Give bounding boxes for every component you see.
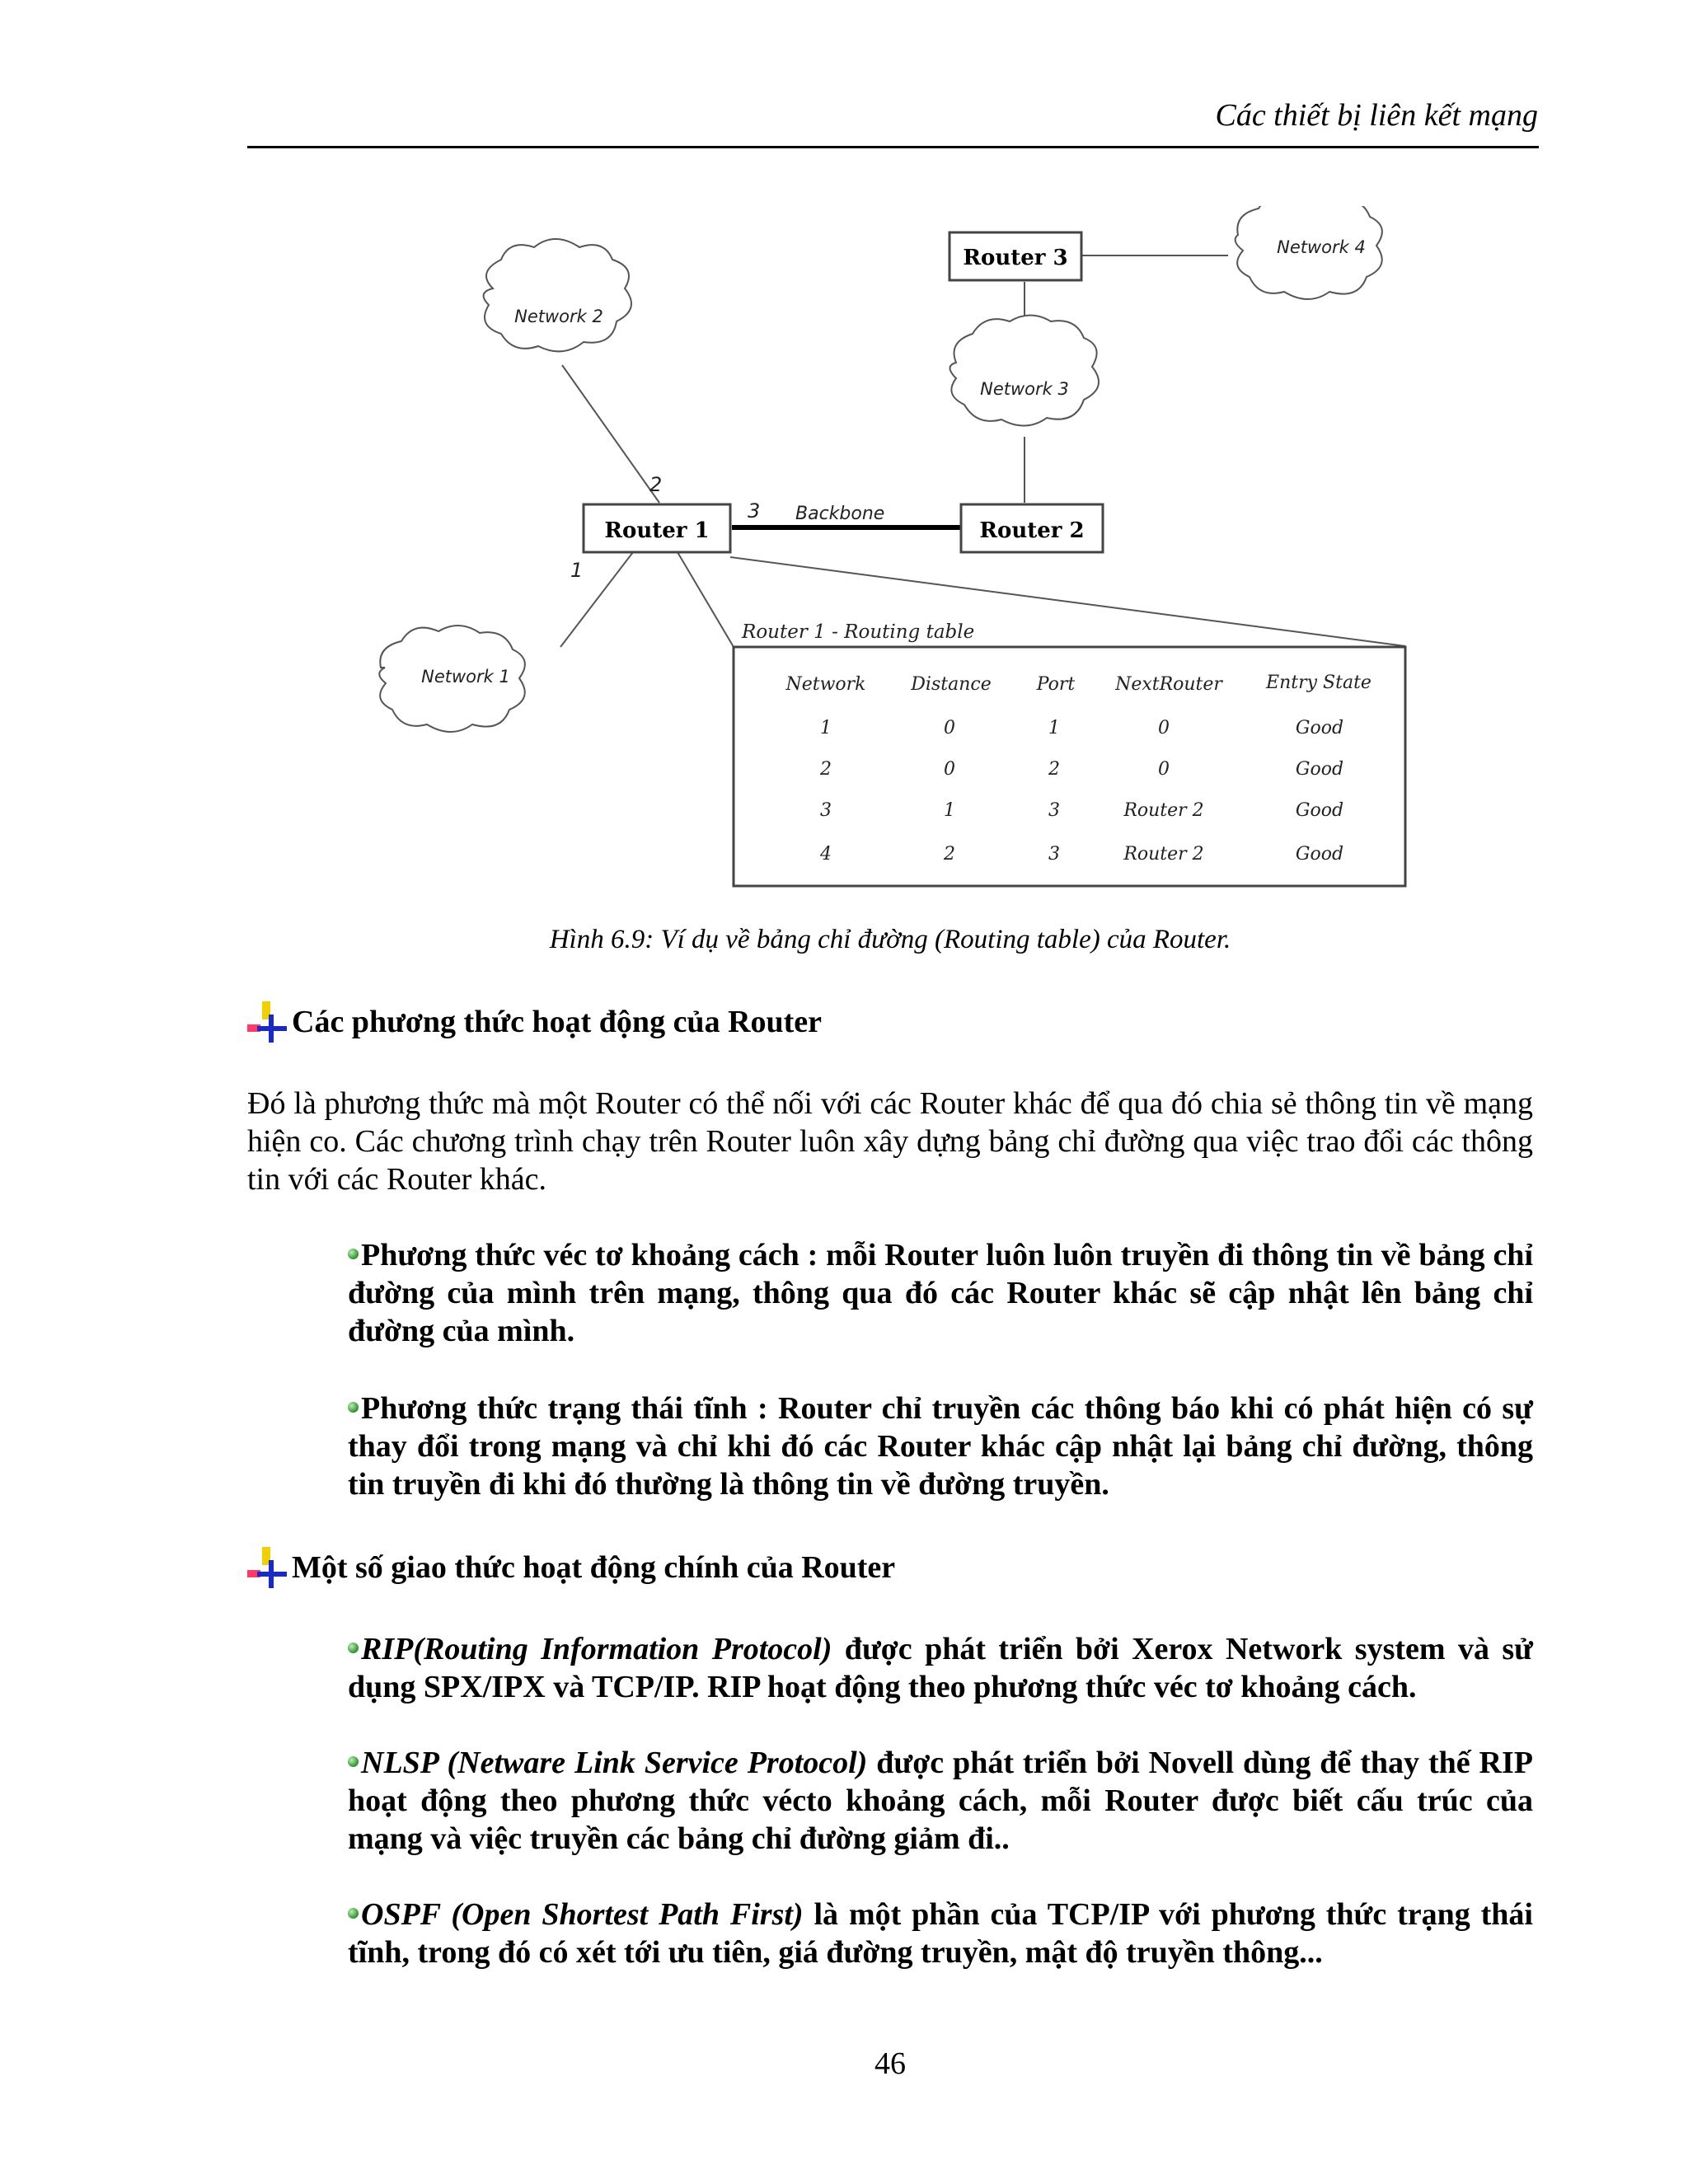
section-marker-icon xyxy=(247,1001,290,1043)
routing-diagram xyxy=(354,206,1418,898)
table-cell: 1 xyxy=(944,800,955,821)
section1-heading xyxy=(247,1001,822,1043)
table-cell: 0 xyxy=(944,718,955,738)
table-cell: 4 xyxy=(820,844,832,865)
table-cell: Good xyxy=(1295,718,1344,738)
green-bullet-icon xyxy=(348,1643,359,1653)
green-bullet-icon xyxy=(348,1908,359,1919)
header-rule xyxy=(247,146,1539,148)
table-cell: 0 xyxy=(944,759,955,780)
page-number: 46 xyxy=(874,2046,906,2081)
table-cell: Router 2 xyxy=(1123,844,1204,865)
bullet-item xyxy=(348,1236,1533,1350)
cloud-network2 xyxy=(484,239,631,351)
router2-label: Router 2 xyxy=(979,518,1085,543)
green-bullet-icon xyxy=(348,1756,359,1767)
running-header: Các thiết bị liên kết mạng xyxy=(1215,98,1538,133)
table-cell: 1 xyxy=(1048,718,1060,738)
network1-label: Network 1 xyxy=(421,667,510,687)
section2-heading-text: Một số giao thức hoạt động chính của Router xyxy=(292,1550,896,1585)
table-cell: Good xyxy=(1295,759,1344,780)
network2-label: Network 2 xyxy=(514,307,603,326)
table-header-distance: Distance xyxy=(911,674,992,695)
router1-label: Router 1 xyxy=(604,518,710,543)
section-marker-icon xyxy=(247,1547,290,1588)
protocol-name: RIP(Routing Information Protocol) xyxy=(361,1632,832,1666)
bullet-item xyxy=(348,1744,1533,1858)
table-cell: 2 xyxy=(944,844,955,865)
table-cell: 0 xyxy=(1158,759,1170,780)
bullet-text: là một phần của TCP/IP với phương thức trạng thái tĩnh, trong đó có xét tới ưu tiên, giá đường truyền, mật độ truyền thông... xyxy=(348,1897,1533,1970)
table-cell: Good xyxy=(1295,800,1344,821)
router3-label: Router 3 xyxy=(963,246,1068,270)
protocol-name: NLSP (Netware Link Service Protocol) xyxy=(361,1746,868,1780)
bullet-text: được phát triển bởi Xerox Network system và sử dụng SPX/IPX và TCP/IP. RIP hoạt động theo phương thức véc tơ khoảng cách. xyxy=(348,1632,1533,1704)
bullet-text: được phát triển bởi Novell dùng để thay thế RIP hoạt động theo phương thức vécto khoảng cách, mỗi Router được biết cấu trúc của mạng và việc truyền các bảng chỉ đường giảm đi.. xyxy=(348,1746,1533,1856)
port-label-3: 3 xyxy=(748,499,761,523)
bullet-text: Phương thức trạng thái tĩnh : Router chỉ truyền các thông báo khi có phát hiện có sự thay đổi trong mạng và chỉ khi đó các Router khác cập nhật lại bảng chỉ đường, thông tin truyền đi khi đó thường là thông tin về đường truyền. xyxy=(348,1391,1533,1502)
bullet-item xyxy=(348,1390,1533,1503)
table-header-nextrouter: NextRouter xyxy=(1115,674,1222,695)
section1-paragraph: Đó là phương thức mà một Router có thể nối với các Router khác để qua đó chia sẻ thông tin về mạng hiện co. Các chương trình chạy trên Router luôn xây dựng bảng chỉ đường qua việc trao đổi các thông tin với các Router khác. xyxy=(247,1086,1533,1197)
table-cell: 0 xyxy=(1158,718,1170,738)
port-label-1: 1 xyxy=(570,559,584,582)
bullet-item xyxy=(348,1896,1533,1971)
link-router1-table xyxy=(678,552,734,647)
table-cell: 1 xyxy=(820,718,832,738)
section2-heading xyxy=(247,1547,895,1588)
table-cell: Good xyxy=(1295,844,1344,865)
table-cell: 3 xyxy=(820,800,832,821)
green-bullet-icon xyxy=(348,1249,359,1259)
port-label-2: 2 xyxy=(649,473,663,496)
network4-label: Network 4 xyxy=(1277,237,1366,257)
table-cell: Router 2 xyxy=(1123,800,1204,821)
table-header-entry-state: Entry State xyxy=(1266,673,1372,693)
table-cell: 3 xyxy=(1048,800,1060,821)
routing-table-title: Router 1 - Routing table xyxy=(742,621,975,643)
network3-label: Network 3 xyxy=(980,379,1069,399)
bullet-item xyxy=(348,1630,1533,1706)
backbone-label: Backbone xyxy=(795,504,885,524)
table-header-network: Network xyxy=(785,674,866,695)
table-cell: 2 xyxy=(820,759,832,780)
section1-heading-text: Các phương thức hoạt động của Router xyxy=(292,1005,823,1039)
protocol-name: OSPF (Open Shortest Path First) xyxy=(361,1897,804,1932)
table-cell: 3 xyxy=(1048,844,1060,865)
table-header-port: Port xyxy=(1036,674,1076,695)
cloud-network3 xyxy=(950,316,1100,426)
link-network2-router1 xyxy=(562,365,659,503)
bullet-text: Phương thức véc tơ khoảng cách : mỗi Router luôn luôn truyền đi thông tin về bảng chỉ đường của mình trên mạng, thông qua đó các Router khác sẽ cập nhật lên bảng chỉ đường của mình. xyxy=(348,1238,1533,1348)
figure-caption: Hình 6.9: Ví dụ về bảng chỉ đường (Routing table) của Router. xyxy=(549,925,1231,954)
green-bullet-icon xyxy=(348,1402,359,1413)
table-cell: 2 xyxy=(1048,759,1060,780)
